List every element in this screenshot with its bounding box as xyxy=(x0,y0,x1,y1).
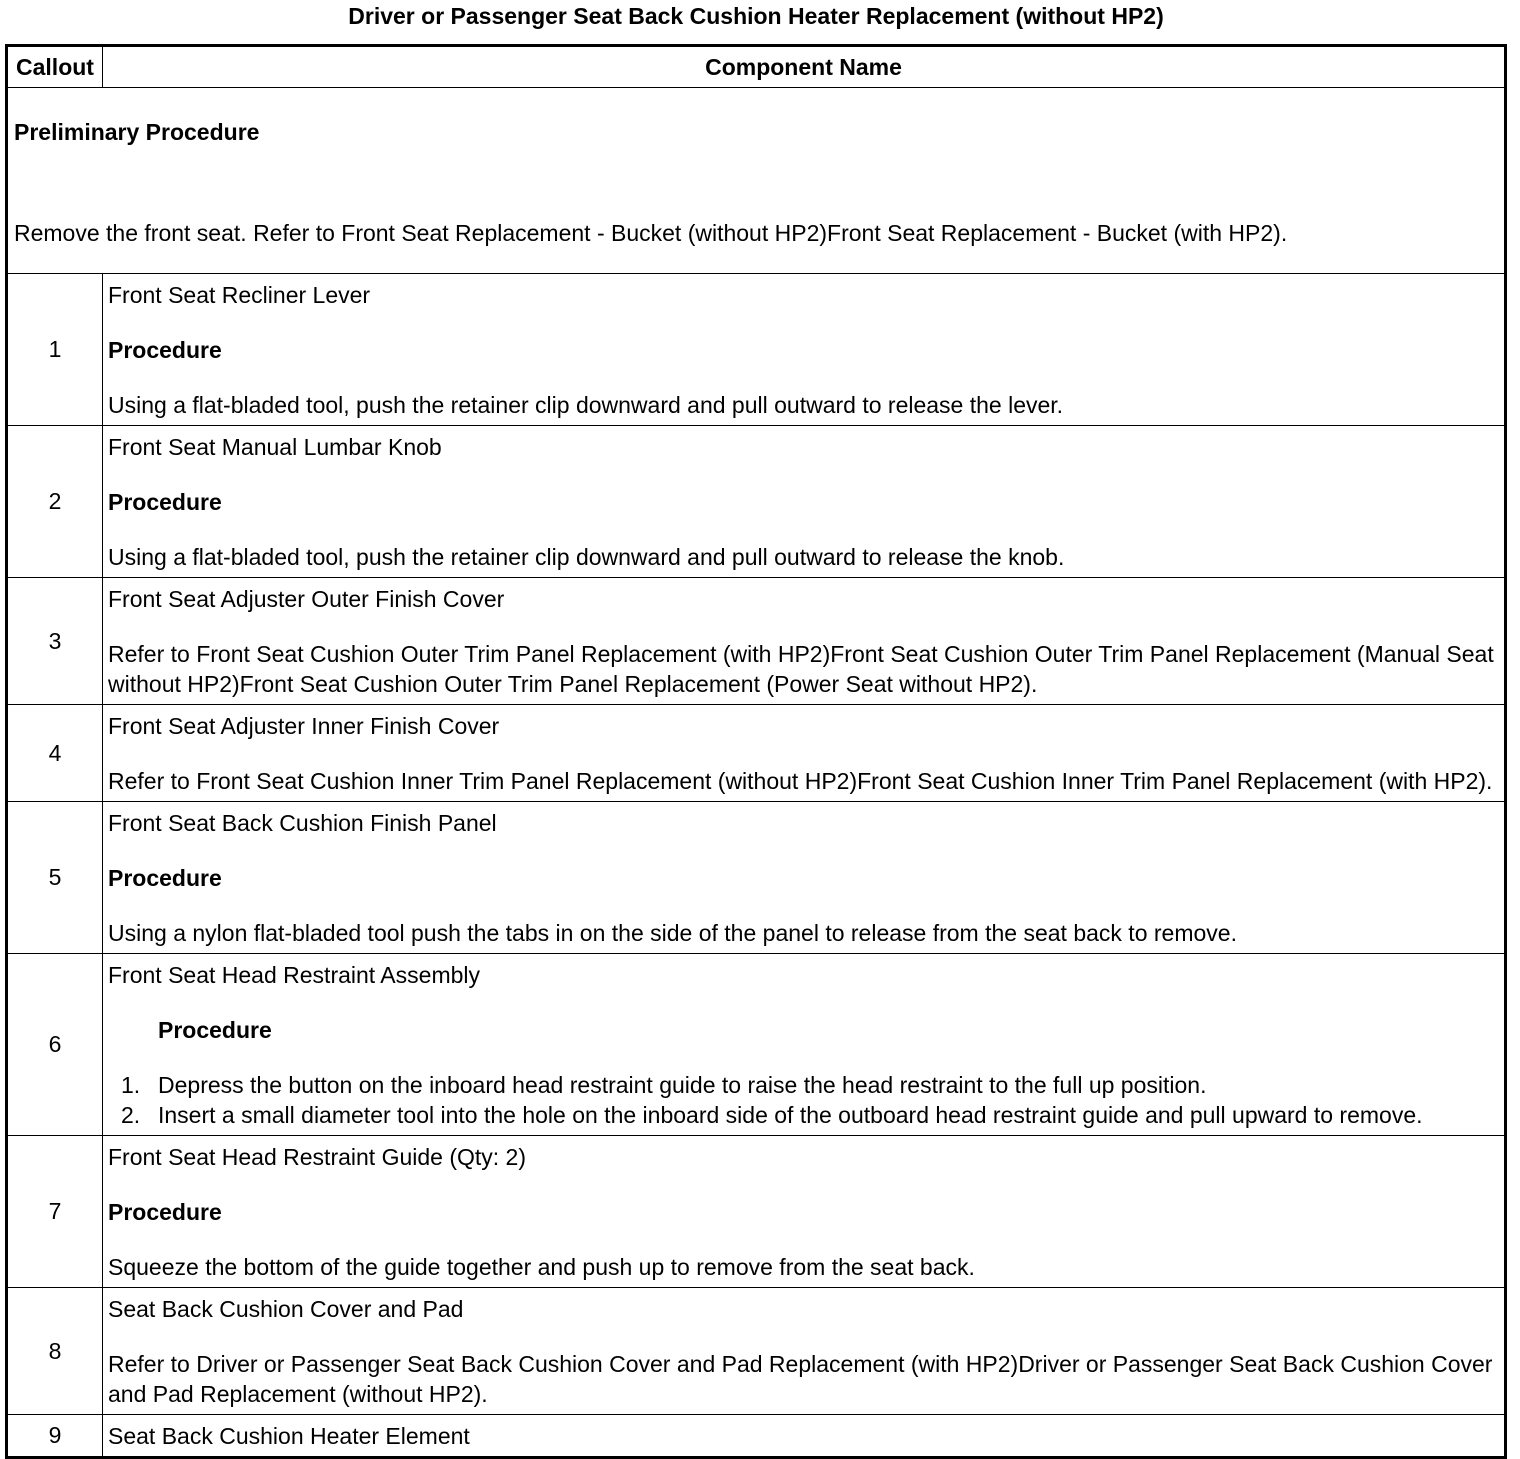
component-name: Front Seat Adjuster Inner Finish Cover xyxy=(108,713,500,739)
procedure-text: Using a nylon flat-bladed tool push the tabs in on the side of the panel to release from the seat back to remove. xyxy=(108,920,1237,946)
callout-header: Callout xyxy=(7,46,103,88)
procedure-text: Squeeze the bottom of the guide together and push up to remove from the seat back. xyxy=(108,1254,975,1280)
reference-text: Refer to Front Seat Cushion Outer Trim Panel Replacement (with HP2)Front Seat Cushion Outer Trim Panel Replacement (Manual Seat without HP2)Front Seat Cushion Outer Trim Panel Replacement (Power Seat without HP2). xyxy=(108,641,1494,697)
procedure-steps xyxy=(108,1070,1499,1130)
list-item xyxy=(108,1070,1499,1100)
table-row xyxy=(7,1136,1506,1288)
component-name: Seat Back Cushion Heater Element xyxy=(108,1423,470,1449)
header-row xyxy=(7,46,1506,88)
procedure-table xyxy=(5,44,1507,1459)
procedure-text: Using a flat-bladed tool, push the retainer clip downward and pull outward to release the knob. xyxy=(108,544,1065,570)
component-name: Seat Back Cushion Cover and Pad xyxy=(108,1296,464,1322)
component-name: Front Seat Head Restraint Assembly xyxy=(108,962,480,988)
callout-number: 8 xyxy=(7,1288,103,1415)
callout-number: 1 xyxy=(7,274,103,426)
table-row xyxy=(7,954,1506,1136)
component-name: Front Seat Recliner Lever xyxy=(108,282,371,308)
callout-number: 6 xyxy=(7,954,103,1136)
callout-number: 2 xyxy=(7,426,103,578)
preliminary-row xyxy=(7,88,1506,274)
table-row xyxy=(7,578,1506,705)
page-title: Driver or Passenger Seat Back Cushion Heater Replacement (without HP2) xyxy=(348,3,1164,29)
component-name: Front Seat Head Restraint Guide (Qty: 2) xyxy=(108,1144,527,1170)
table-row xyxy=(7,426,1506,578)
procedure-text: Using a flat-bladed tool, push the retainer clip downward and pull outward to release the lever. xyxy=(108,392,1064,418)
procedure-label: Procedure xyxy=(158,1017,272,1043)
step-number: 1. xyxy=(121,1072,141,1098)
reference-text: Refer to Driver or Passenger Seat Back Cushion Cover and Pad Replacement (with HP2)Driver or Passenger Seat Back Cushion Cover and Pad Replacement (without HP2). xyxy=(108,1351,1493,1407)
table-row xyxy=(7,802,1506,954)
step-number: 2. xyxy=(121,1102,141,1128)
table-row xyxy=(7,705,1506,802)
callout-number: 9 xyxy=(7,1415,103,1458)
callout-number: 3 xyxy=(7,578,103,705)
list-item xyxy=(108,1100,1499,1130)
procedure-label: Procedure xyxy=(108,1199,222,1225)
component-name: Front Seat Back Cushion Finish Panel xyxy=(108,810,497,836)
callout-number: 5 xyxy=(7,802,103,954)
reference-text: Refer to Front Seat Cushion Inner Trim Panel Replacement (without HP2)Front Seat Cushion Inner Trim Panel Replacement (with HP2). xyxy=(108,768,1493,794)
step-text: Insert a small diameter tool into the hole on the inboard side of the outboard head restraint guide and pull upward to remove. xyxy=(158,1102,1423,1128)
component-header: Component Name xyxy=(103,46,1506,88)
table-row xyxy=(7,1288,1506,1415)
component-name: Front Seat Adjuster Outer Finish Cover xyxy=(108,586,505,612)
procedure-label: Procedure xyxy=(108,337,222,363)
step-text: Depress the button on the inboard head restraint guide to raise the head restraint to the full up position. xyxy=(158,1072,1207,1098)
preliminary-text: Remove the front seat. Refer to Front Seat Replacement - Bucket (without HP2)Front Seat Replacement - Bucket (with HP2). xyxy=(14,220,1288,246)
table-row xyxy=(7,1415,1506,1458)
procedure-label: Procedure xyxy=(108,489,222,515)
preliminary-heading: Preliminary Procedure xyxy=(14,119,260,145)
callout-number: 7 xyxy=(7,1136,103,1288)
procedure-label: Procedure xyxy=(108,865,222,891)
component-name: Front Seat Manual Lumbar Knob xyxy=(108,434,442,460)
table-row xyxy=(7,274,1506,426)
callout-number: 4 xyxy=(7,705,103,802)
